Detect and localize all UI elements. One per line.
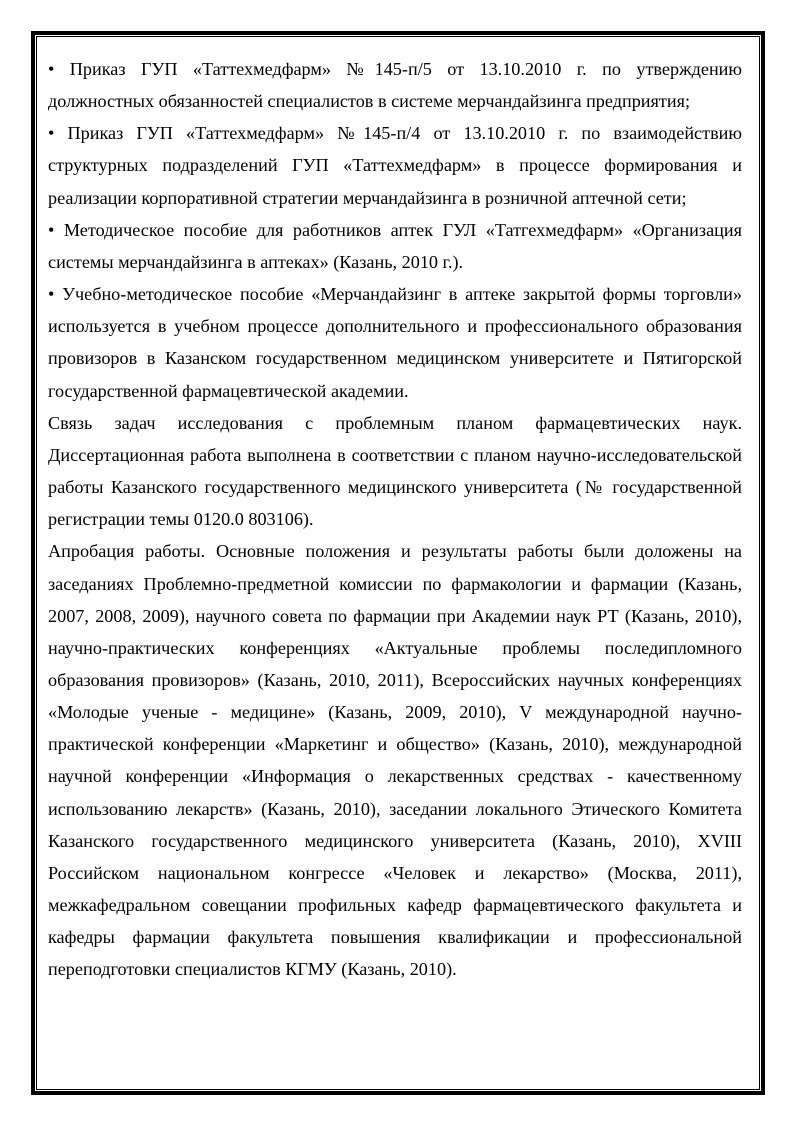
paragraph-order-145-p5: • Приказ ГУП «Таттехмедфарм» №145-п/5 от 13.10.2010 г. по утверждению должностных обязанностей специалистов в системе мерчандайзинга предприятия; (48, 59, 742, 112)
paragraph-research-link: Связь задач исследования с проблемным планом фармацевтических наук. Диссертационная работа выполнена в соответствии с планом научно-исследовательской работы Казанского государственного медицинского университета (№ государственной регистрации темы 0120.0 803106). (48, 412, 742, 530)
document-text-body (48, 53, 742, 986)
paragraph-approbation: Апробация работы. Основные положения и результаты работы были доложены на заседаниях Проблемно-предметной комиссии по фармакологии и фармации (Казань, 2007, 2008, 2009), научного совета по фармации при Академии наук РТ (Казань, 2010), научно-практических конференциях «Актуальные проблемы последипломного образования провизоров» (Казань, 2010, 2011), Всероссийских научных конференциях «Молодые ученые - медицине» (Казань, 2009, 2010), V международной научно-практической конференции «Маркетинг и общество» (Казань, 2010), международной научной конференции «Информация о лекарственных средствах - качественному использованию лекарств» (Казань, 2010), заседании локального Этического Комитета Казанского государственного медицинского университета (Казань, 2010), XVIII Российском национальном конгрессе «Человек и лекарство» (Москва, 2011), межкафедральном совещании профильных кафедр фармацевтического факультета и кафедры фармации факультета повышения квалификации и профессиональной переподготовки специалистов КГМУ (Казань, 2010). (48, 541, 742, 980)
paragraph-teaching-guide: • Учебно-методическое пособие «Мерчандайзинг в аптеке закрытой формы торговли» используется в учебном процессе дополнительного и профессионального образования провизоров в Казанском государственном медицинском университете и Пятигорской государственной фармацевтической академии. (48, 284, 742, 401)
paragraph-methodical-guide: • Методическое пособие для работников аптек ГУЛ «Татгехмедфарм» «Организация системы мерчандайзинга в аптеках» (Казань, 2010 г.). (48, 219, 742, 272)
paragraph-order-145-p4: • Приказ ГУП «Таттехмедфарм» №145-п/4 от 13.10.2010 г. по взаимодействию структурных подразделений ГУП «Таттехмедфарм» в процессе формирования и реализации корпоративной стратегии мерчандайзинга в розничной аптечной сети; (48, 123, 742, 208)
